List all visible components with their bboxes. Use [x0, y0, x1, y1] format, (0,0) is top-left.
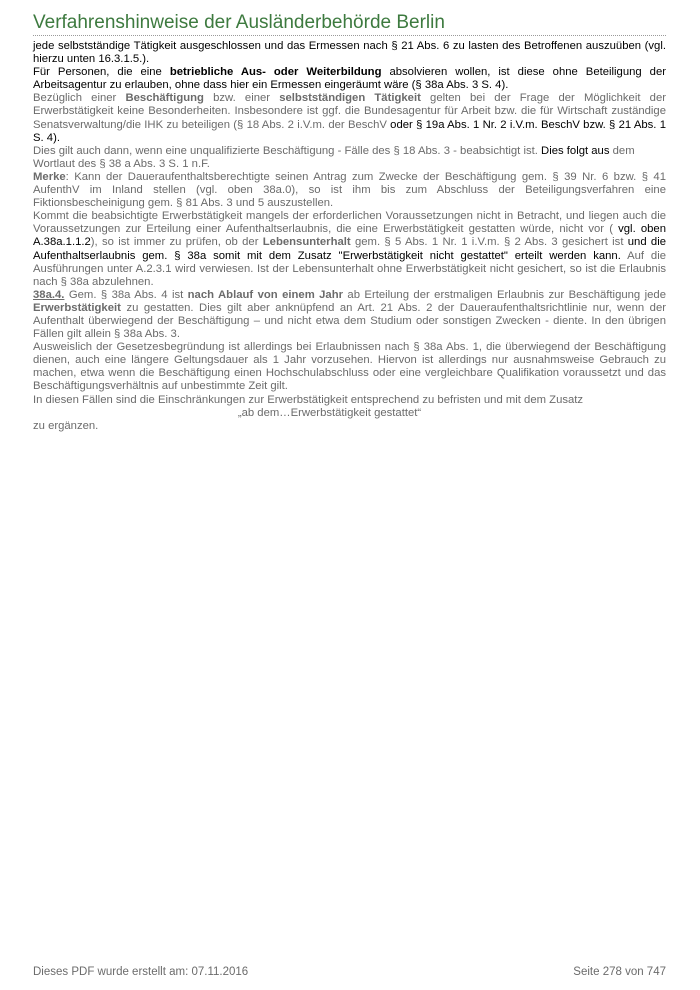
paragraph-9-text-a: In diesen Fällen sind die Einschränkungen zur Erwerbstätigkeit entsprechend zu befristen und mit dem Zusatz	[33, 393, 584, 406]
section-number-38a-4: 38a.4.	[33, 288, 65, 301]
paragraph-5-merke-label: Merke	[33, 170, 66, 183]
paragraph-1	[33, 40, 666, 66]
paragraph-9	[33, 394, 666, 433]
paragraph-3-amendment: oder § 19a Abs. 1 Nr. 2 i.V.m. BeschV bzw. § 21 Abs. 1 S. 4).	[33, 118, 667, 144]
paragraph-6	[33, 210, 666, 289]
paragraph-8-text: Ausweislich der Gesetzesbegründung ist allerdings bei Erlaubnissen nach § 38a Abs. 1, die überwiegend der Beschäftigung dienen, auch eine längere Geltungsdauer als 1 Jahr vorzusehen. Hiervon ist allerdings nur ausnahmsweise Gebrauch zu machen, etwa wenn die Beschäftigung einen Hochschulabschluss oder eine vergleichbare Qualifikation voraussetzt und das Beschäftigungsverhältnis auf unbestimmte Zeit gilt.	[33, 341, 666, 393]
paragraph-5	[33, 171, 666, 210]
paragraph-7-text-d: ab Erteilung der erstmaligen Erlaubnis zur Beschäftigung jede	[343, 288, 666, 301]
paragraph-9-quote: „ab dem…Erwerbstätigkeit gestattet“	[237, 406, 422, 419]
paragraph-4-amendment: Dies folgt aus	[541, 144, 610, 157]
paragraph-6-text-a: Kommt die beabsichtigte Erwerbstätigkeit mangels der erforderlichen Voraussetzungen nicht in Betracht, und liegen auch die Voraussetzungen zur Erteilung einer Aufenthaltserlaubnis, die eine Erwerbstätigkeit gestatten würde, nicht vor (	[33, 210, 666, 236]
paragraph-4-text-a: Dies gilt auch dann, wenn eine unqualifizierte Beschäftigung - Fälle des § 18 Abs. 3 - beabsichtigt ist.	[33, 144, 542, 157]
paragraph-9-text-c: zu ergänzen.	[33, 419, 99, 432]
paragraph-7	[33, 289, 666, 341]
paragraph-7-bold-c: nach Ablauf von einem Jahr	[187, 288, 344, 301]
paragraph-2	[33, 66, 666, 92]
paragraph-6-amendment: und die Aufenthaltserlaubnis gem. § 38a somit mit dem Zusatz "Erwerbstätigkeit nicht gestattet" erteilt werden kann.	[33, 236, 667, 262]
paragraph-3-text-e: gelten bei der Frage der Möglichkeit der Erwerbstätigkeit keine Besonderheiten. Insbesondere ist ggf. die Bundesagentur für Arbeit bzw. die für Wirtschaft zuständige Senatsverwaltung/die IHK zu beteiligen (§ 18 Abs. 2 i.V.m. der BeschV	[33, 92, 666, 131]
paragraph-3-text-c: bzw. einer	[203, 92, 280, 105]
paragraph-7-bold-e: Erwerbstätigkeit	[33, 301, 121, 314]
document-body	[33, 40, 666, 433]
page-header-title: Verfahrenshinweise der Ausländerbehörde Berlin	[33, 12, 445, 33]
paragraph-3	[33, 92, 666, 144]
paragraph-3-bold-d: selbstständigen Tätigkeit	[279, 92, 421, 105]
paragraph-6-bold-d: Lebensunterhalt	[262, 236, 351, 249]
paragraph-2-text-a: Für Personen, die eine	[33, 66, 170, 79]
paragraph-2-bold: betriebliche Aus- oder Weiterbildung	[169, 66, 382, 79]
footer-created-date: Dieses PDF wurde erstellt am: 07.11.2016	[33, 966, 249, 978]
paragraph-3-text-a: Bezüglich einer	[33, 92, 126, 105]
paragraph-4	[33, 145, 666, 171]
paragraph-7-text-b: Gem. § 38a Abs. 4 ist	[64, 288, 188, 301]
paragraph-6-text-c: ), so ist immer zu prüfen, ob der	[90, 236, 263, 249]
header-divider	[33, 35, 666, 36]
paragraph-7-text-f: zu gestatten. Dies gilt aber anknüpfend an Art. 21 Abs. 2 der Daueraufenthaltsrichtlinie nur, wenn der Aufenthalt überwiegend der Beschäftigung – und nicht etwa dem Studium oder sonstigen Zwecken - diente. In den übrigen Fällen gilt allein § 38a Abs. 3.	[33, 301, 666, 341]
paragraph-4-text-c: dem Wortlaut des § 38 a Abs. 3 S. 1 n.F.	[33, 144, 635, 170]
paragraph-1-text: jede selbstständige Tätigkeit ausgeschlossen und das Ermessen nach § 21 Abs. 6 zu lasten des Betroffenen auszuüben (vgl. hierzu unten 16.3.1.5.).	[33, 40, 666, 66]
paragraph-6-text-e: gem. § 5 Abs. 1 Nr. 1 i.V.m. § 2 Abs. 3 gesichert ist	[350, 236, 624, 249]
paragraph-5-text: : Kann der Daueraufenthaltsberechtigte seinen Antrag zum Zwecke der Beschäftigung gem. § 39 Nr. 6 bzw. § 41 AufenthV im Inland stellen (vgl. oben 38a.0), so ist ihm bis zum Abschluss der Beteiligungsverfahren eine Fiktionsbescheinigung gem. § 81 Abs. 3 und 5 auszustellen.	[33, 170, 666, 210]
paragraph-6-reference: vgl. oben A.38a.1.1.2	[33, 223, 666, 249]
footer-page-number: Seite 278 von 747	[573, 966, 666, 978]
paragraph-2-text-c: absolvieren wollen, ist diese ohne Beteiligung der Arbeitsagentur zu erlauben, ohne dass hier ein Ermessen eingeräumt wäre (§ 38a Abs. 3 S. 4).	[33, 66, 667, 92]
paragraph-3-bold-b: Beschäftigung	[125, 92, 204, 105]
paragraph-8	[33, 341, 666, 393]
paragraph-6-text-g: Auf die Ausführungen unter A.2.3.1 wird verwiesen. Ist der Lebensunterhalt ohne Erwerbstätigkeit nicht gesichert, so ist die Erlaubnis nach § 38a abzulehnen.	[33, 249, 667, 288]
